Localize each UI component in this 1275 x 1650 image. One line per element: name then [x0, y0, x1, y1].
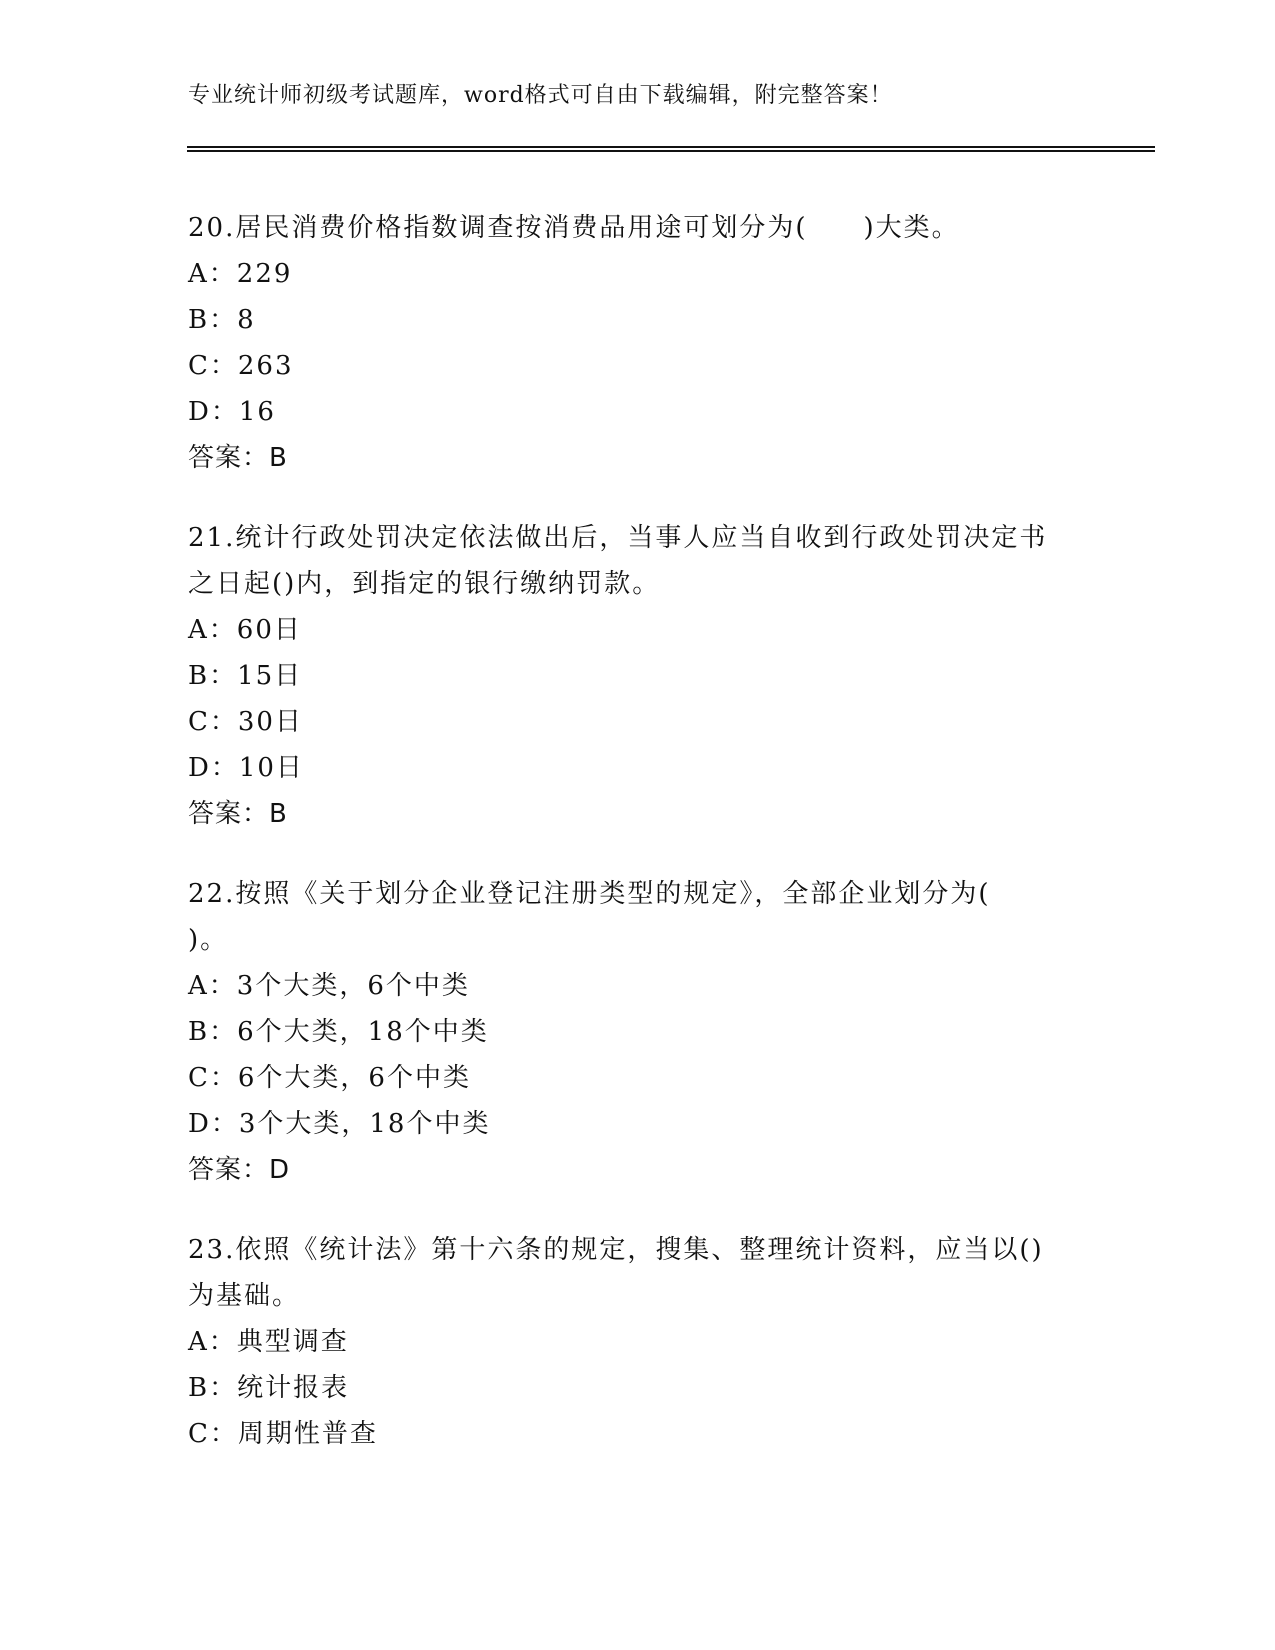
question-20 — [188, 205, 1078, 481]
option-a: A：3个大类，6个中类 — [188, 971, 470, 1001]
question-22 — [188, 871, 1078, 1193]
document-header: 专业统计师初级考试题库，word格式可自由下载编辑，附完整答案！ — [188, 83, 893, 108]
option-c: C：30日 — [188, 707, 303, 737]
option-c: C：周期性普查 — [188, 1419, 378, 1449]
answer-line: 答案：B — [188, 799, 288, 829]
option-c: C：263 — [188, 351, 294, 381]
option-b: B：统计报表 — [188, 1373, 350, 1403]
answer-line: 答案：B — [188, 443, 288, 473]
answer-line: 答案：D — [188, 1155, 291, 1185]
option-a: A：60日 — [188, 615, 302, 645]
question-text-continued: 之日起()内，到指定的银行缴纳罚款。 — [188, 569, 661, 599]
header-divider-line-bottom — [187, 150, 1155, 152]
option-d: D：10日 — [188, 753, 304, 783]
question-text: 20.居民消费价格指数调查按消费品用途可划分为( )大类。 — [188, 213, 960, 243]
question-21 — [188, 515, 1078, 837]
option-d: D：16 — [188, 397, 276, 427]
header-divider-line-top — [187, 146, 1155, 148]
question-text-continued: 为基础。 — [188, 1281, 301, 1311]
option-b: B：8 — [188, 305, 256, 335]
question-list — [188, 205, 1078, 1491]
option-a: A：229 — [188, 259, 293, 289]
question-text: 23.依照《统计法》第十六条的规定，搜集、整理统计资料，应当以() — [188, 1235, 1044, 1265]
question-23 — [188, 1227, 1078, 1457]
header-divider — [187, 146, 1155, 152]
option-c: C：6个大类，6个中类 — [188, 1063, 471, 1093]
question-text-continued: )。 — [188, 925, 229, 955]
question-text: 21.统计行政处罚决定依法做出后，当事人应当自收到行政处罚决定书 — [188, 523, 1048, 553]
option-a: A：典型调查 — [188, 1327, 349, 1357]
question-text: 22.按照《关于划分企业登记注册类型的规定》，全部企业划分为( — [188, 879, 991, 909]
option-d: D：3个大类，18个中类 — [188, 1109, 491, 1139]
option-b: B：6个大类，18个中类 — [188, 1017, 489, 1047]
option-b: B：15日 — [188, 661, 303, 691]
